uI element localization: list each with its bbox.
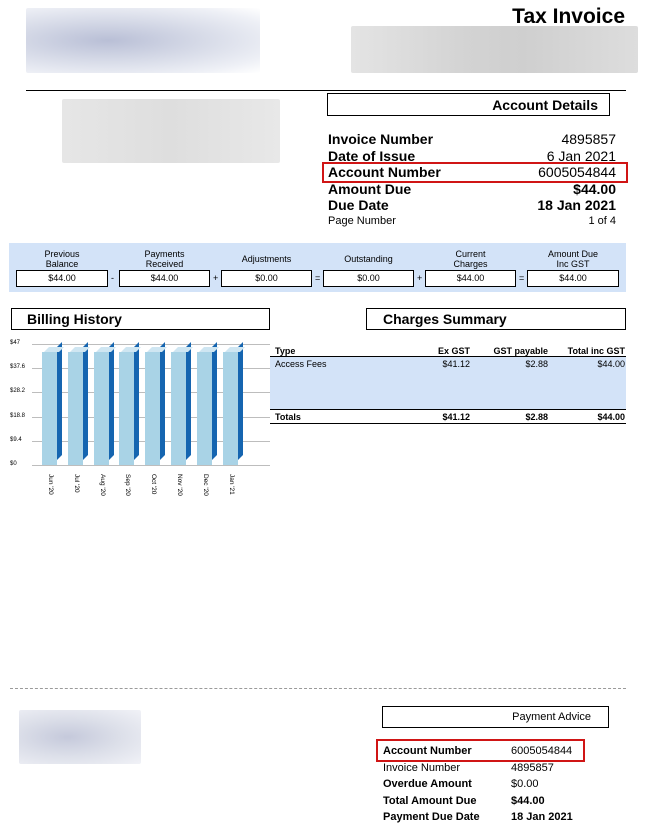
invoice-number-row <box>328 131 616 147</box>
due-date-row <box>328 197 616 213</box>
chart-x-label: Jun '20 <box>47 474 54 495</box>
plus-operator-2: + <box>417 273 423 283</box>
account-number-value: 6005054844 <box>538 164 616 180</box>
chart-x-label: Sep '20 <box>124 474 132 496</box>
adjustments-label: Adjustments <box>241 254 292 264</box>
charge-gst: $2.88 <box>525 359 548 369</box>
chart-bar <box>223 352 238 465</box>
charge-ex-gst: $41.12 <box>442 359 470 369</box>
col-header-gst-payable: GST payable <box>493 346 548 356</box>
totals-top-rule <box>270 409 626 410</box>
chart-gridline <box>32 344 270 345</box>
page-number-label: Page Number <box>328 215 396 227</box>
chart-bar <box>145 352 160 465</box>
charges-summary-heading: Charges Summary <box>366 308 626 330</box>
chart-bar <box>42 352 57 465</box>
pa-invoice-number-value: 4895857 <box>511 762 554 774</box>
payments-received-label: Payments Received <box>144 249 185 269</box>
payment-advice-heading: Payment Advice <box>382 706 609 728</box>
chart-bar <box>171 352 186 465</box>
chart-bar-side <box>83 342 88 460</box>
chart-ytick-label: $18.8 <box>10 413 26 419</box>
chart-bar-side <box>212 342 217 460</box>
amount-due-inc-gst-label: Amount Due Inc GST <box>547 249 599 269</box>
minus-operator: - <box>111 273 114 283</box>
date-of-issue-value: 6 Jan 2021 <box>546 148 616 164</box>
pa-overdue-amount-value: $0.00 <box>511 778 539 790</box>
chart-ytick-label: $28.2 <box>10 388 26 394</box>
totals-ex-gst: $41.12 <box>442 412 470 422</box>
due-date-value: 18 Jan 2021 <box>537 197 616 213</box>
chart-ytick-label: $0 <box>10 461 17 467</box>
chart-ytick-label: $37.6 <box>10 364 26 370</box>
current-charges-value: $44.00 <box>425 270 516 287</box>
totals-total: $44.00 <box>597 412 625 422</box>
billing-history-heading: Billing History <box>11 308 270 330</box>
company-logo-redacted <box>26 8 260 73</box>
chart-x-label: Jul '20 <box>72 474 80 493</box>
totals-gst: $2.88 <box>525 412 548 422</box>
header-info-redacted <box>351 26 638 73</box>
chart-bar <box>119 352 134 465</box>
chart-bar-side <box>186 342 191 460</box>
pa-account-number-value: 6005054844 <box>511 745 573 757</box>
chart-ytick-label: $47 <box>10 340 21 346</box>
equals-operator-2: = <box>519 273 525 283</box>
tear-off-line <box>10 688 626 689</box>
chart-ytick-label: $9.4 <box>10 437 22 443</box>
previous-balance-value: $44.00 <box>16 270 108 287</box>
chart-x-label: Oct '20 <box>150 474 158 495</box>
col-header-type: Type <box>275 346 296 356</box>
amount-due-value: $44.00 <box>573 181 616 197</box>
invoice-number-value: 4895857 <box>561 131 616 147</box>
date-of-issue-label: Date of Issue <box>328 148 416 164</box>
totals-bottom-rule <box>270 423 626 424</box>
pa-payment-due-date-label: Payment Due Date <box>383 811 480 823</box>
chart-bar-side <box>238 342 243 460</box>
amount-due-label: Amount Due <box>328 181 412 197</box>
chart-x-label: Dec '20 <box>201 474 209 496</box>
chart-x-label: Jan '21 <box>227 474 235 495</box>
equals-operator: = <box>315 273 321 283</box>
pa-invoice-number-label: Invoice Number <box>383 762 461 774</box>
previous-balance-label: Previous Balance <box>44 249 80 269</box>
col-header-total-inc-gst: Total inc GST <box>567 346 625 356</box>
customer-address-redacted <box>62 99 280 163</box>
charge-total: $44.00 <box>597 359 625 369</box>
pa-total-amount-due-label: Total Amount Due <box>383 795 477 807</box>
chart-bar <box>94 352 109 465</box>
amount-due-row <box>328 181 616 197</box>
account-number-highlight <box>322 162 628 183</box>
pa-account-number-highlight <box>376 739 585 762</box>
payments-received-value: $44.00 <box>119 270 210 287</box>
pa-payment-due-date-value: 18 Jan 2021 <box>511 811 573 823</box>
chart-bar-side <box>109 342 114 460</box>
chart-x-label: Aug '20 <box>98 474 106 496</box>
charge-type: Access Fees <box>275 359 327 369</box>
current-charges-label: Current Charges <box>453 249 488 269</box>
pa-overdue-amount-label: Overdue Amount <box>383 778 472 790</box>
chart-gridline <box>32 465 270 466</box>
chart-x-label: Nov '20 <box>176 474 183 496</box>
chart-bar <box>197 352 212 465</box>
page-title: Tax Invoice <box>512 5 625 28</box>
plus-operator: + <box>213 273 219 283</box>
pa-account-number-label: Account Number <box>383 745 472 757</box>
chart-bar-side <box>160 342 165 460</box>
account-details-heading: Account Details <box>327 93 610 116</box>
chart-bar <box>68 352 83 465</box>
due-date-label: Due Date <box>328 197 389 213</box>
pa-total-amount-due-value: $44.00 <box>511 795 545 807</box>
col-header-ex-gst: Ex GST <box>437 346 470 356</box>
page-number-value: 1 of 4 <box>588 215 616 227</box>
adjustments-value: $0.00 <box>221 270 312 287</box>
outstanding-value: $0.00 <box>323 270 414 287</box>
account-number-label: Account Number <box>328 164 441 180</box>
chart-bar-side <box>57 342 62 460</box>
amount-due-inc-gst-value: $44.00 <box>527 270 619 287</box>
totals-label: Totals <box>275 412 301 422</box>
outstanding-label: Outstanding <box>344 254 393 264</box>
header-divider <box>26 90 626 91</box>
page-number-row <box>328 215 616 227</box>
footer-logo-redacted <box>19 710 141 764</box>
invoice-number-label: Invoice Number <box>328 131 434 147</box>
chart-bar-side <box>134 342 139 460</box>
